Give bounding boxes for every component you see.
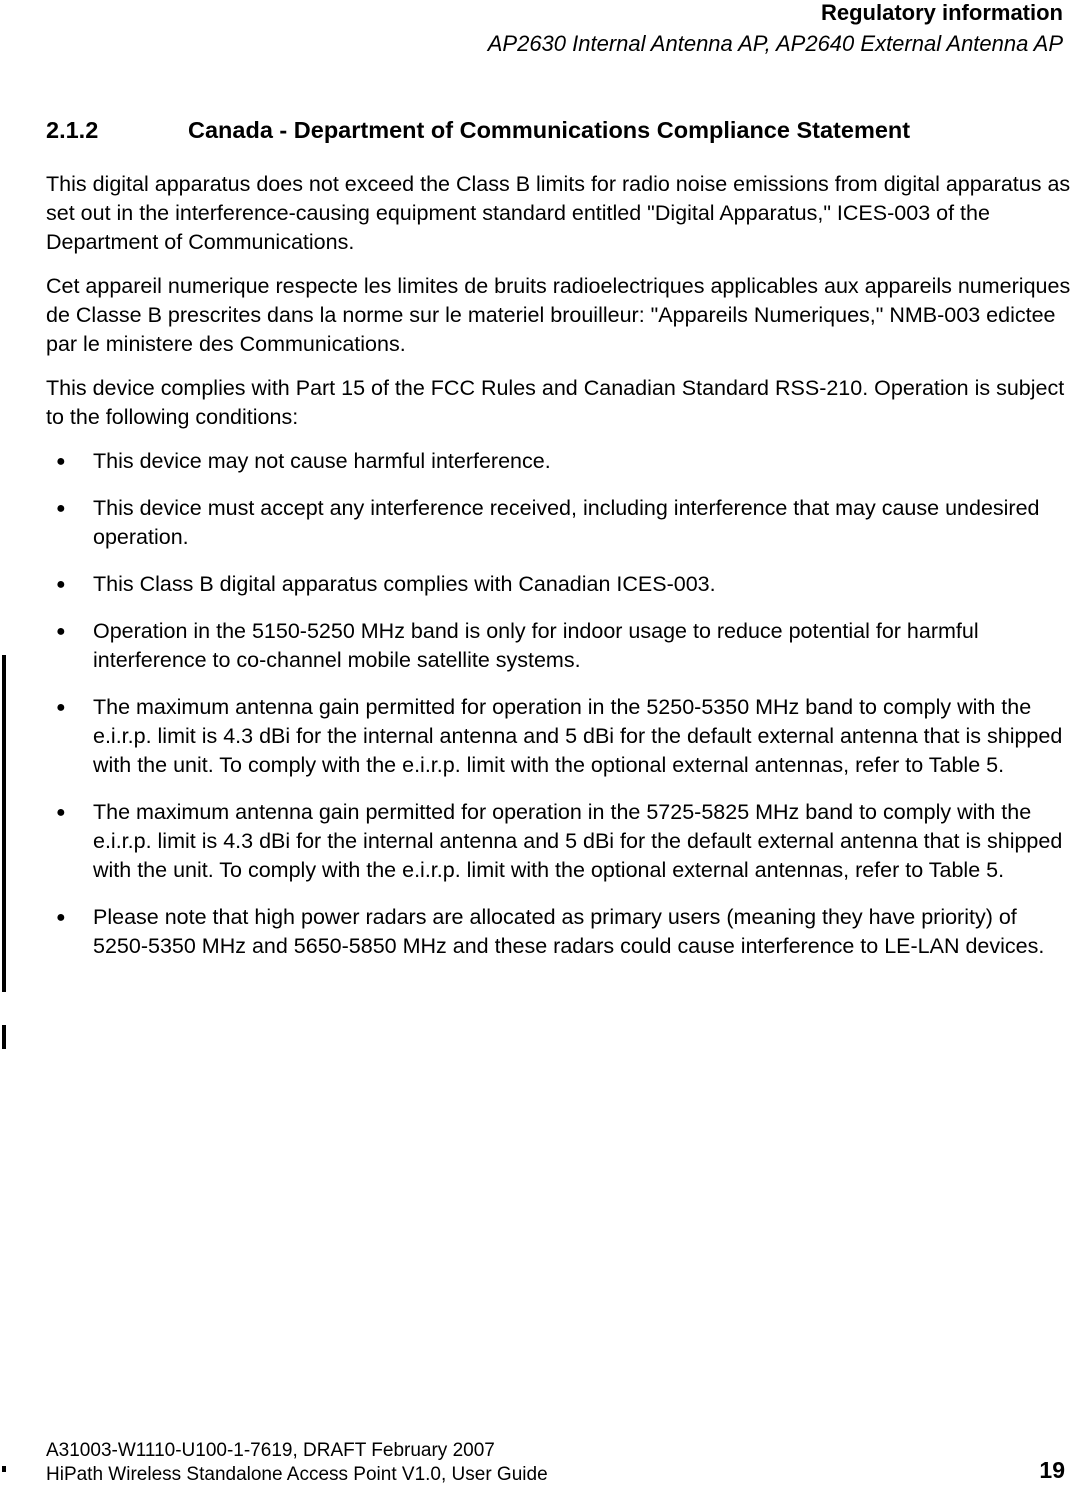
bullet-icon: ● — [56, 576, 66, 593]
list-item-text: Please note that high power radars are allocated as primary users (meaning they have priority) of 5250-5350 MHz and 5650-5850 MHz and these radars could cause interference to LE-LAN devices. — [93, 905, 1045, 958]
bullet-icon: ● — [56, 453, 66, 470]
conditions-list — [46, 447, 1074, 961]
list-item-text: This device must accept any interference received, including interference that may cause undesired operation. — [93, 496, 1040, 549]
footer-guide-title: HiPath Wireless Standalone Access Point V1.0, User Guide — [46, 1464, 548, 1485]
bullet-icon: ● — [56, 804, 66, 821]
list-item-text: This device may not cause harmful interference. — [93, 449, 551, 473]
running-header-subtitle: AP2630 Internal Antenna AP, AP2640 External Antenna AP — [487, 31, 1063, 56]
change-bar — [2, 1025, 6, 1049]
footer-doc-id: A31003-W1110-U100-1-7619, DRAFT February 2007 — [46, 1440, 495, 1461]
list-item — [46, 617, 1074, 675]
list-item — [46, 570, 1074, 599]
section-title: Canada - Department of Communications Compliance Statement — [188, 117, 911, 143]
paragraph-ices: This digital apparatus does not exceed the Class B limits for radio noise emissions from digital apparatus as set out in the interference-causing equipment standard entitled "Digital Apparatus," ICES-003 of the Department of Communications. — [46, 172, 1071, 254]
paragraph-nmb: Cet appareil numerique respecte les limites de bruits radioelectriques applicables aux appareils numeriques de Classe B prescrites dans la norme sur le materiel brouilleur: "Appareils Numeriques," NMB-003 edictee par le ministere des Communications. — [46, 274, 1071, 356]
bullet-icon: ● — [56, 699, 66, 716]
bullet-icon: ● — [56, 909, 66, 926]
section-number: 2.1.2 — [46, 117, 99, 143]
list-item — [46, 494, 1074, 552]
bullet-icon: ● — [56, 623, 66, 640]
running-header-title: Regulatory information — [820, 0, 1063, 25]
list-item — [46, 447, 1074, 476]
list-item-text: The maximum antenna gain permitted for operation in the 5725-5825 MHz band to comply with the e.i.r.p. limit is 4.3 dBi for the internal antenna and 5 dBi for the default external antenna that is shipped with the unit. To comply with the e.i.r.p. limit with the optional external antennas, refer to Table 5. — [93, 800, 1063, 882]
page-number: 19 — [1039, 1457, 1065, 1483]
list-item — [46, 798, 1074, 885]
list-item — [46, 693, 1074, 780]
list-item-text: The maximum antenna gain permitted for operation in the 5250-5350 MHz band to comply with the e.i.r.p. limit is 4.3 dBi for the internal antenna and 5 dBi for the default external antenna that is shipped with the unit. To comply with the e.i.r.p. limit with the optional external antennas, refer to Table 5. — [93, 695, 1063, 777]
list-item — [46, 903, 1074, 961]
paragraph-fcc: This device complies with Part 15 of the FCC Rules and Canadian Standard RSS-210. Operation is subject to the following conditions: — [46, 376, 1065, 429]
list-item-text: This Class B digital apparatus complies with Canadian ICES-003. — [93, 572, 716, 596]
section-heading — [46, 117, 1076, 144]
margin-mark — [2, 1466, 6, 1472]
body-content — [46, 170, 1074, 979]
list-item-text: Operation in the 5150-5250 MHz band is only for indoor usage to reduce potential for harmful interference to co-channel mobile satellite systems. — [93, 619, 979, 672]
bullet-icon: ● — [56, 500, 66, 517]
change-bar — [2, 655, 6, 992]
